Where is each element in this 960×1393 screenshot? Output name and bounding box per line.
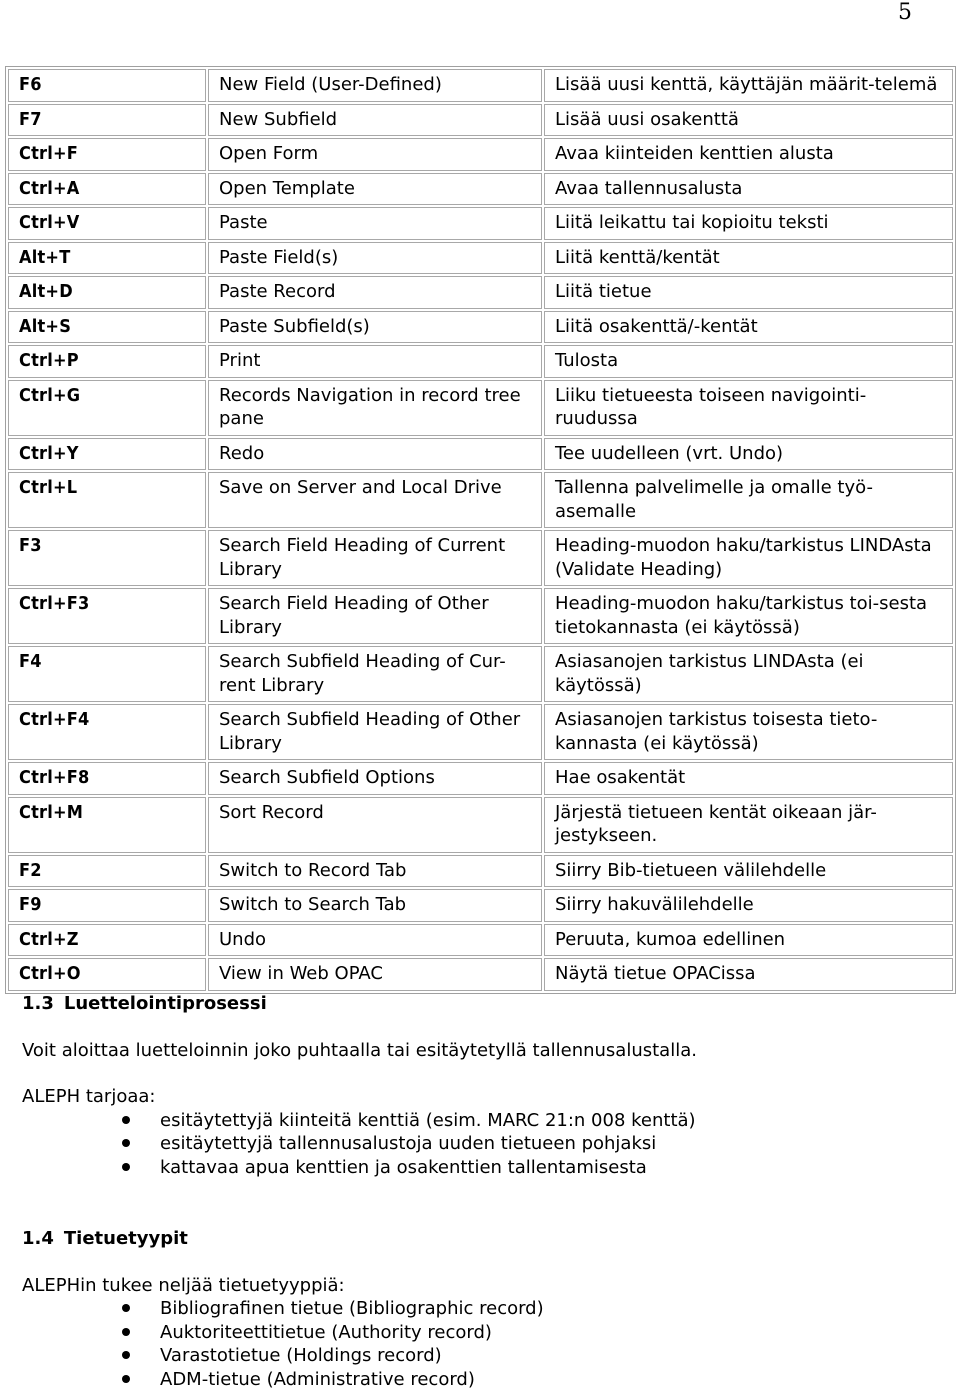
bullet-icon: [122, 1163, 130, 1171]
list-item-text: Varastotietue (Holdings record): [160, 1345, 442, 1366]
table-row: [8, 173, 953, 206]
record-type-list: [22, 1297, 942, 1391]
table-row: [8, 958, 953, 991]
table-row: [8, 242, 953, 275]
command-cell: Switch to Search Tab: [208, 889, 542, 922]
finnish-description-cell: Näytä tietue OPACissa: [544, 958, 953, 991]
command-cell: Switch to Record Tab: [208, 855, 542, 888]
table-row: [8, 889, 953, 922]
command-cell: Search Field Heading of Current Library: [208, 530, 542, 586]
list-item: [122, 1344, 942, 1368]
command-cell: New Subfield: [208, 104, 542, 137]
shortcut-table: [5, 66, 956, 994]
finnish-description-cell: Avaa kiinteiden kenttien alusta: [544, 138, 953, 171]
intro-paragraph: Voit aloittaa luetteloinnin joko puhtaalla tai esitäytetyllä tallennusalustalla.: [22, 1039, 697, 1061]
section-heading: [22, 1227, 942, 1251]
table-row: [8, 704, 953, 760]
shortcut-key-cell: Ctrl+F: [8, 138, 206, 171]
finnish-description-cell: Järjestä tietueen kentät oikeaan jär-jestykseen.: [544, 797, 953, 853]
table-row: [8, 472, 953, 528]
finnish-description-cell: Siirry hakuvälilehdelle: [544, 889, 953, 922]
list-item: [122, 1156, 942, 1180]
shortcut-key-cell: Ctrl+F3: [8, 588, 206, 644]
finnish-description-cell: Tee uudelleen (vrt. Undo): [544, 438, 953, 471]
command-cell: View in Web OPAC: [208, 958, 542, 991]
section-heading: [22, 992, 942, 1016]
table-row: [8, 104, 953, 137]
shortcut-key-cell: Alt+S: [8, 311, 206, 344]
list-item-text: ADM-tietue (Administrative record): [160, 1368, 475, 1390]
list-item: [122, 1368, 942, 1392]
finnish-description-cell: Lisää uusi kenttä, käyttäjän määrit-telemä: [544, 69, 953, 102]
shortcut-key-cell: Ctrl+M: [8, 797, 206, 853]
command-cell: Paste: [208, 207, 542, 240]
bullet-icon: [122, 1328, 130, 1336]
shortcut-key-cell: Ctrl+Y: [8, 438, 206, 471]
command-cell: Paste Field(s): [208, 242, 542, 275]
list-item: [122, 1297, 942, 1321]
table-row: [8, 311, 953, 344]
shortcut-key-cell: F7: [8, 104, 206, 137]
list-item: [122, 1109, 942, 1133]
finnish-description-cell: Avaa tallennusalusta: [544, 173, 953, 206]
finnish-description-cell: Lisää uusi osakenttä: [544, 104, 953, 137]
section-record-types: [22, 1227, 942, 1391]
shortcut-key-cell: Ctrl+F8: [8, 762, 206, 795]
finnish-description-cell: Liiku tietueesta toiseen navigointi-ruudussa: [544, 380, 953, 436]
command-cell: Paste Subfield(s): [208, 311, 542, 344]
section-title: Tietuetyypit: [63, 1228, 188, 1249]
table-row: [8, 855, 953, 888]
table-row: [8, 345, 953, 378]
table-row: [8, 924, 953, 957]
table-row: [8, 138, 953, 171]
shortcut-key-cell: Ctrl+P: [8, 345, 206, 378]
bullet-icon: [122, 1375, 130, 1383]
list-item-text: kattavaa apua kenttien ja osakenttien tallentamisesta: [160, 1156, 647, 1178]
shortcut-key-cell: F3: [8, 530, 206, 586]
shortcut-key-cell: F2: [8, 855, 206, 888]
finnish-description-cell: Liitä osakenttä/-kentät: [544, 311, 953, 344]
shortcut-key-cell: F9: [8, 889, 206, 922]
list-item: [122, 1132, 942, 1156]
finnish-description-cell: Tallenna palvelimelle ja omalle työ-asemalle: [544, 472, 953, 528]
bullet-icon: [122, 1351, 130, 1359]
list-item: [122, 1321, 942, 1345]
table-row: [8, 646, 953, 702]
finnish-description-cell: Asiasanojen tarkistus LINDAsta (ei käytössä): [544, 646, 953, 702]
page-number: 5: [898, 0, 912, 25]
bullet-icon: [122, 1116, 130, 1124]
bullet-icon: [122, 1304, 130, 1312]
section-number: 1.3: [22, 993, 54, 1014]
shortcut-key-cell: Alt+T: [8, 242, 206, 275]
shortcut-key-cell: F4: [8, 646, 206, 702]
shortcut-key-cell: Ctrl+O: [8, 958, 206, 991]
command-cell: Search Subfield Heading of Cur-rent Library: [208, 646, 542, 702]
finnish-description-cell: Hae osakentät: [544, 762, 953, 795]
finnish-description-cell: Liitä leikattu tai kopioitu teksti: [544, 207, 953, 240]
list-item-text: esitäytettyjä kiinteitä kenttiä (esim. MARC 21:n 008 kenttä): [160, 1109, 696, 1131]
command-cell: Save on Server and Local Drive: [208, 472, 542, 528]
finnish-description-cell: Liitä kenttä/kentät: [544, 242, 953, 275]
finnish-description-cell: Peruuta, kumoa edellinen: [544, 924, 953, 957]
shortcut-key-cell: Ctrl+L: [8, 472, 206, 528]
shortcut-key-cell: Ctrl+V: [8, 207, 206, 240]
command-cell: Search Subfield Heading of Other Library: [208, 704, 542, 760]
command-cell: Open Form: [208, 138, 542, 171]
table-row: [8, 380, 953, 436]
section-title: Luettelointiprosessi: [63, 993, 267, 1014]
command-cell: Search Field Heading of Other Library: [208, 588, 542, 644]
lead-paragraph: ALEPH tarjoaa:: [22, 1086, 156, 1107]
finnish-description-cell: Heading-muodon haku/tarkistus toi-sesta tietokannasta (ei käytössä): [544, 588, 953, 644]
command-cell: Print: [208, 345, 542, 378]
table-row: [8, 207, 953, 240]
command-cell: Undo: [208, 924, 542, 957]
shortcut-key-cell: Ctrl+F4: [8, 704, 206, 760]
list-item-text: Bibliografinen tietue (Bibliographic record): [160, 1298, 544, 1319]
finnish-description-cell: Tulosta: [544, 345, 953, 378]
bullet-icon: [122, 1139, 130, 1147]
table-row: [8, 276, 953, 309]
command-cell: Paste Record: [208, 276, 542, 309]
command-cell: Search Subfield Options: [208, 762, 542, 795]
table-row: [8, 438, 953, 471]
command-cell: Records Navigation in record tree pane: [208, 380, 542, 436]
section-number: 1.4: [22, 1228, 54, 1249]
shortcut-key-cell: F6: [8, 69, 206, 102]
table-row: [8, 530, 953, 586]
shortcut-key-cell: Ctrl+G: [8, 380, 206, 436]
list-item-text: Auktoriteettitietue (Authority record): [160, 1321, 492, 1343]
shortcut-key-cell: Alt+D: [8, 276, 206, 309]
table-row: [8, 762, 953, 795]
list-item-text: esitäytettyjä tallennusalustoja uuden tietueen pohjaksi: [160, 1133, 657, 1154]
command-cell: Sort Record: [208, 797, 542, 853]
table-row: [8, 797, 953, 853]
finnish-description-cell: Liitä tietue: [544, 276, 953, 309]
finnish-description-cell: Heading-muodon haku/tarkistus LINDAsta (Validate Heading): [544, 530, 953, 586]
lead-paragraph: ALEPHin tukee neljää tietuetyyppiä:: [22, 1274, 345, 1296]
shortcut-key-cell: Ctrl+A: [8, 173, 206, 206]
section-cataloguing-process: [22, 992, 942, 1179]
shortcut-key-cell: Ctrl+Z: [8, 924, 206, 957]
feature-list: [22, 1109, 942, 1180]
command-cell: New Field (User-Defined): [208, 69, 542, 102]
shortcut-table-body: [8, 69, 953, 991]
command-cell: Open Template: [208, 173, 542, 206]
finnish-description-cell: Siirry Bib-tietueen välilehdelle: [544, 855, 953, 888]
finnish-description-cell: Asiasanojen tarkistus toisesta tieto-kannasta (ei käytössä): [544, 704, 953, 760]
command-cell: Redo: [208, 438, 542, 471]
table-row: [8, 69, 953, 102]
table-row: [8, 588, 953, 644]
